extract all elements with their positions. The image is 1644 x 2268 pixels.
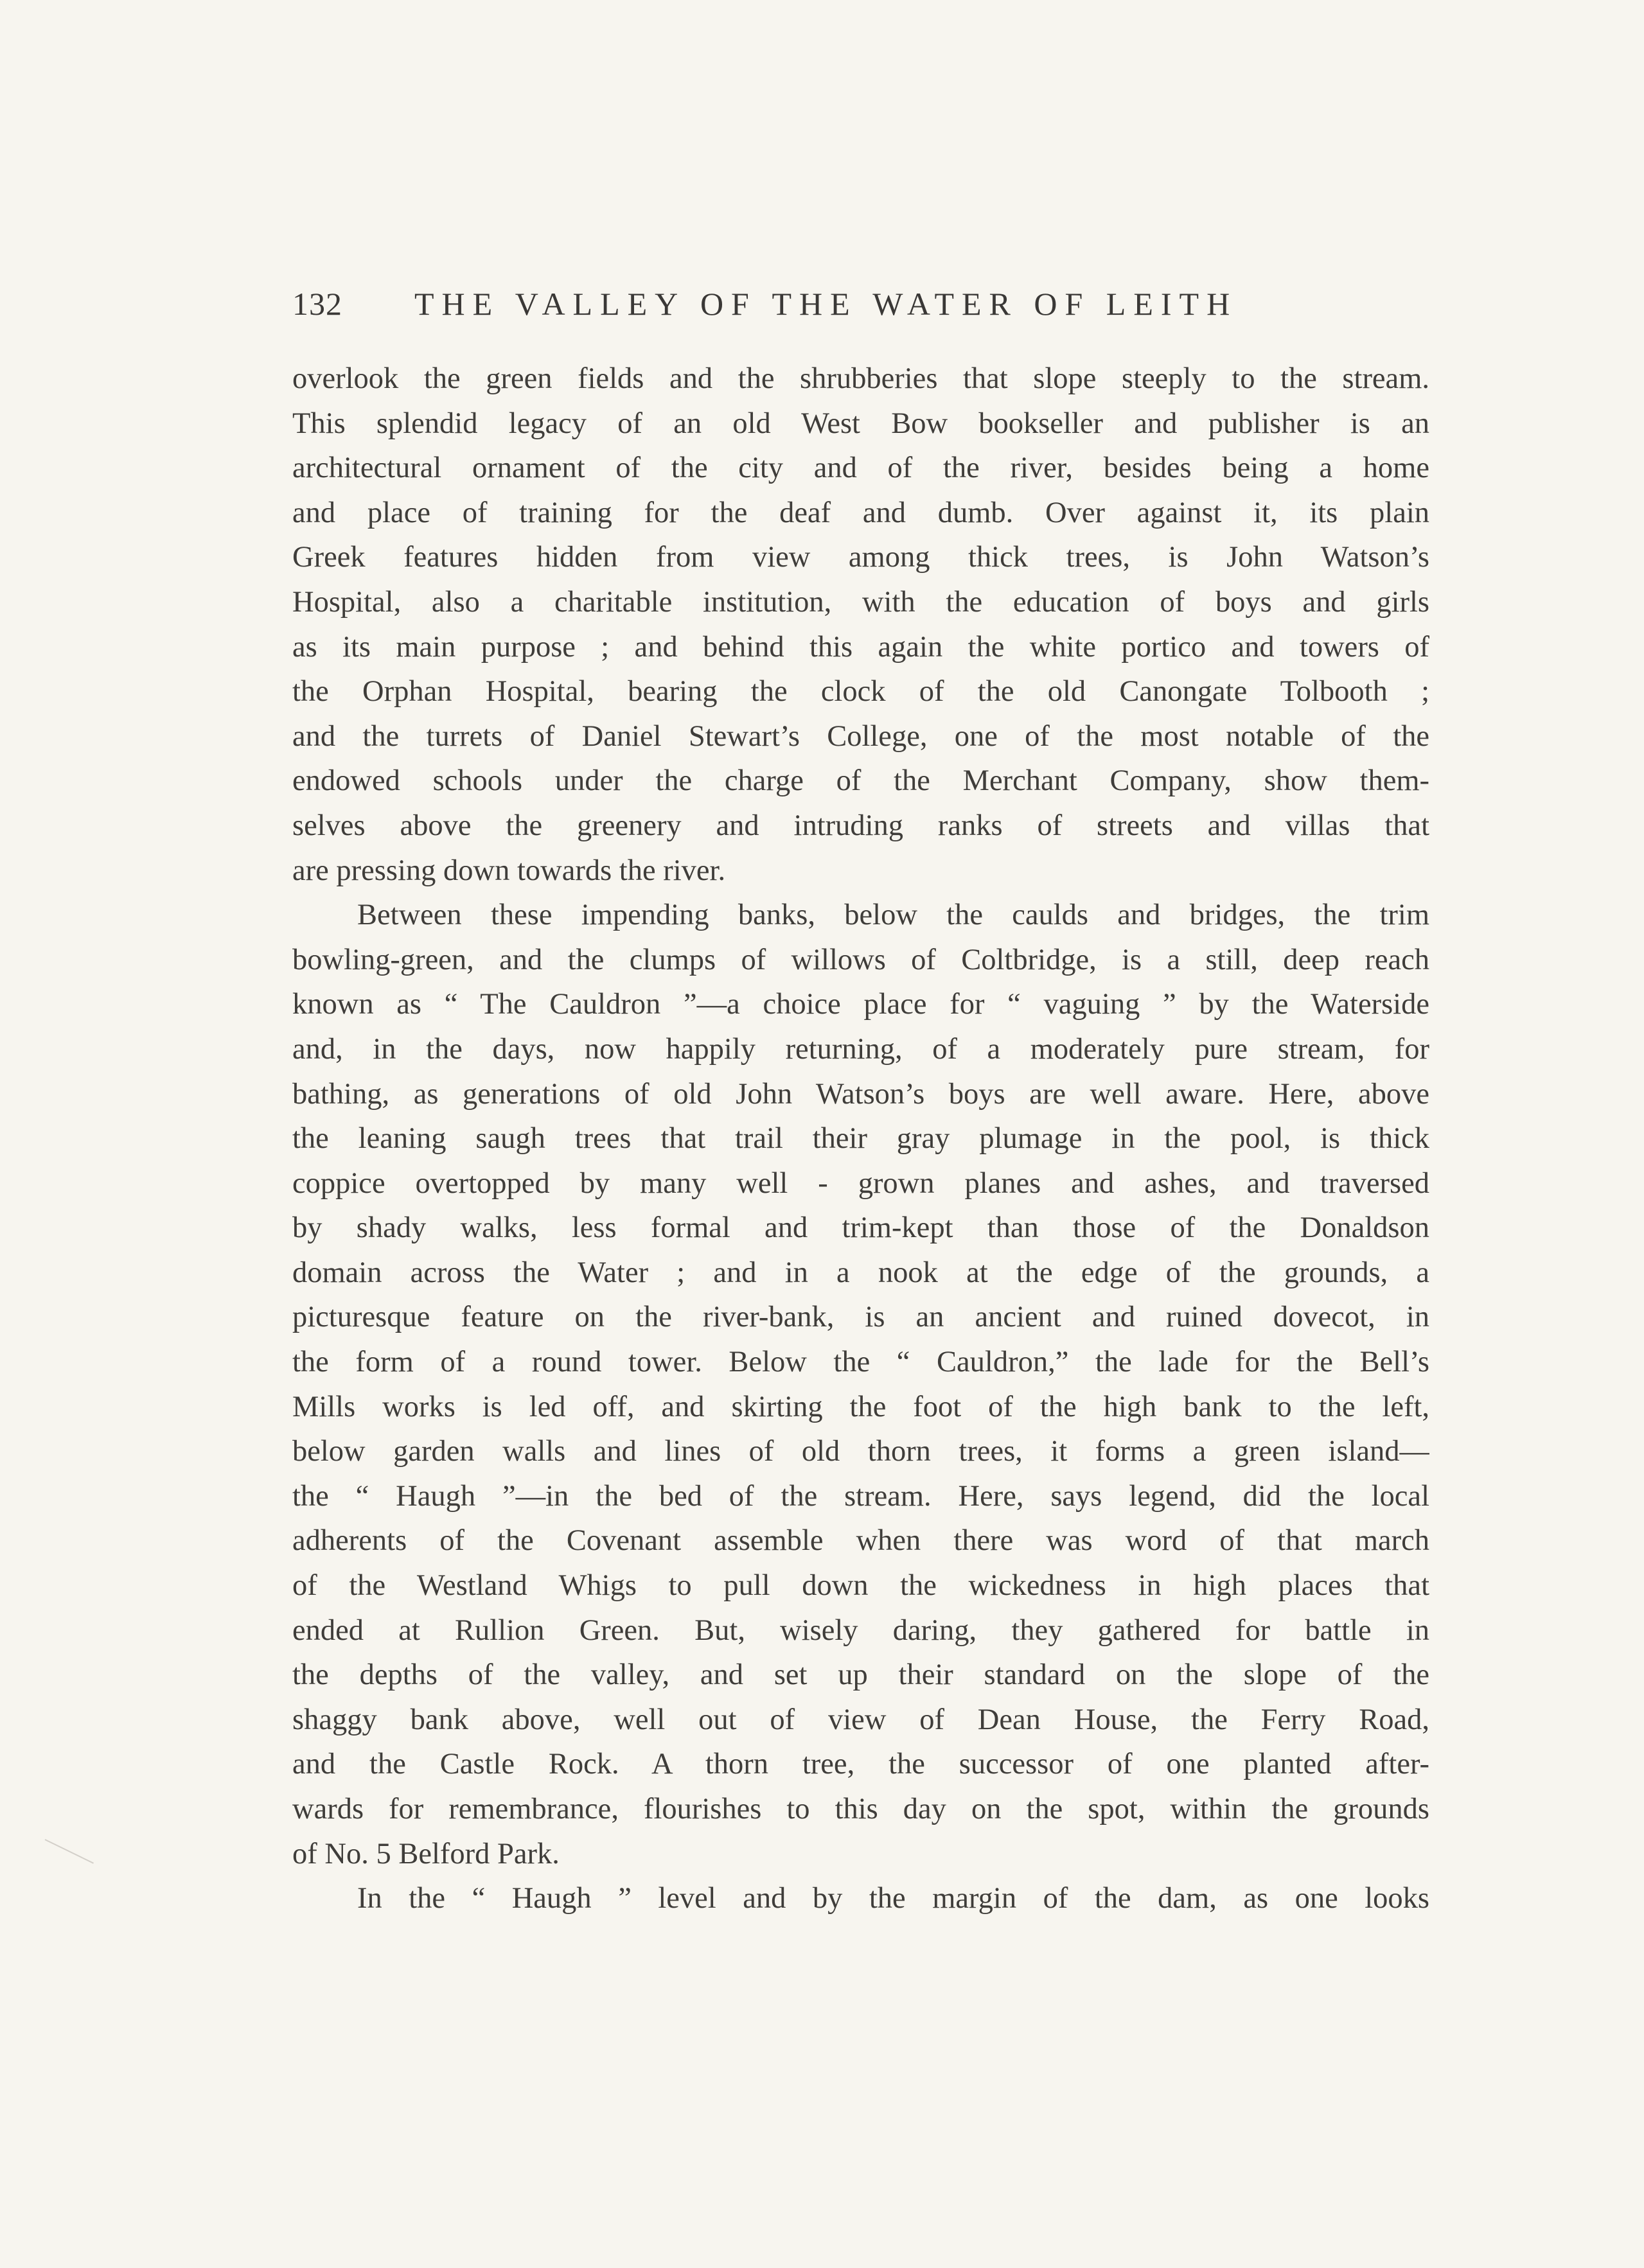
text-line: endowed schools under the charge of the Merchant Company, show them- (292, 764, 1429, 798)
body-text (292, 356, 1429, 1921)
text-line: overlook the green fields and the shrubberies that slope steeply to the stream. (292, 362, 1429, 395)
text-line: known as “ The Cauldron ”—a choice place for “ vaguing ” by the Waterside (292, 988, 1429, 1021)
text-line: and the Castle Rock. A thorn tree, the successor of one planted after- (292, 1748, 1429, 1781)
text-line: the leaning saugh trees that trail their gray plumage in the pool, is thick (292, 1122, 1429, 1156)
page-number: 132 (292, 286, 342, 322)
text-line: Mills works is led off, and skirting the foot of the high bank to the left, (292, 1390, 1429, 1423)
text-line: picturesque feature on the river-bank, is an ancient and ruined dovecot, in (292, 1301, 1429, 1334)
text-line: the “ Haugh ”—in the bed of the stream. Here, says legend, did the local (292, 1479, 1429, 1513)
text-line: selves above the greenery and intruding ranks of streets and villas that (292, 809, 1429, 842)
text-line: and, in the days, now happily returning, of a moderately pure stream, for (292, 1032, 1429, 1066)
paragraph-2 (292, 893, 1429, 1876)
text-line: and the turrets of Daniel Stewart’s College, one of the most notable of the (292, 719, 1429, 753)
text-line: adherents of the Covenant assemble when there was word of that march (292, 1524, 1429, 1558)
text-line: bowling-green, and the clumps of willows of Coltbridge, is a still, deep reach (292, 943, 1429, 976)
text-line: shaggy bank above, well out of view of Dean House, the Ferry Road, (292, 1703, 1429, 1736)
text-line: the form of a round tower. Below the “ Cauldron,” the lade for the Bell’s (292, 1346, 1429, 1379)
text-line: and place of training for the deaf and dumb. Over against it, its plain (292, 496, 1429, 529)
text-line: This splendid legacy of an old West Bow bookseller and publisher is an (292, 407, 1429, 440)
paragraph-1 (292, 356, 1429, 893)
text-line: bathing, as generations of old John Watson’s boys are well aware. Here, above (292, 1077, 1429, 1111)
text-line: Between these impending banks, below the caulds and bridges, the trim (357, 899, 1429, 932)
text-line: by shady walks, less formal and trim-kept than those of the Donaldson (292, 1211, 1429, 1245)
running-head (292, 281, 1429, 326)
text-line: In the “ Haugh ” level and by the margin of the dam, as one looks (357, 1882, 1429, 1915)
text-line: below garden walls and lines of old thorn trees, it forms a green island— (292, 1435, 1429, 1468)
paragraph-3 (292, 1876, 1429, 1921)
text-line: as its main purpose ; and behind this again the white portico and towers of (292, 630, 1429, 664)
book-title: THE VALLEY OF THE WATER OF LEITH (414, 286, 1238, 322)
text-line: ended at Rullion Green. But, wisely daring, they gathered for battle in (292, 1613, 1429, 1647)
text-line: of the Westland Whigs to pull down the wickedness in high places that (292, 1569, 1429, 1603)
text-line: the Orphan Hospital, bearing the clock of the old Canongate Tolbooth ; (292, 675, 1429, 708)
text-line: Greek features hidden from view among thick trees, is John Watson’s (292, 541, 1429, 574)
text-line: architectural ornament of the city and of the river, besides being a home (292, 452, 1429, 485)
text-line: domain across the Water ; and in a nook at the edge of the grounds, a (292, 1256, 1429, 1289)
text-line: coppice overtopped by many well - grown planes and ashes, and traversed (292, 1166, 1429, 1200)
text-line: are pressing down towards the river. (292, 854, 726, 887)
margin-mark (45, 1839, 94, 1864)
text-line: of No. 5 Belford Park. (292, 1837, 560, 1870)
text-line: the depths of the valley, and set up their standard on the slope of the (292, 1658, 1429, 1692)
text-line: wards for remembrance, flourishes to this day on the spot, within the grounds (292, 1793, 1429, 1825)
text-line: Hospital, also a charitable institution, with the education of boys and girls (292, 585, 1429, 619)
